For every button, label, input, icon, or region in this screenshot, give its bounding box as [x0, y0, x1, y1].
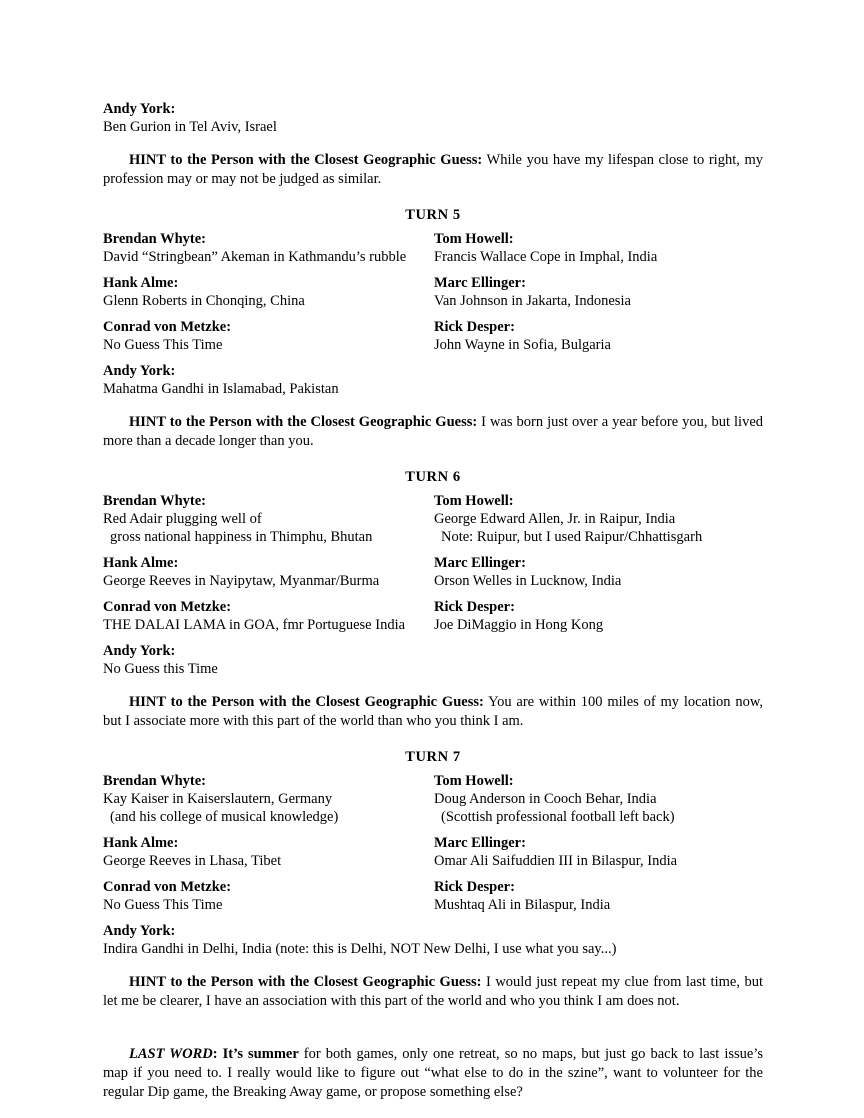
player-entry	[434, 318, 763, 354]
player-row	[103, 642, 763, 686]
last-word-label: LAST WORD	[129, 1046, 213, 1062]
player-row	[103, 100, 763, 144]
player-entry	[434, 598, 763, 634]
player-name: Andy York:	[103, 363, 176, 379]
player-guess-continuation: gross national happiness in Thimphu, Bhutan	[110, 529, 373, 545]
player-guess: Ben Gurion in Tel Aviv, Israel	[103, 119, 277, 135]
turn-block	[103, 230, 763, 406]
intro-block	[103, 100, 763, 144]
player-column-left	[103, 554, 433, 598]
player-guess-continuation: Note: Ruipur, but I used Raipur/Chhattisgarh	[441, 529, 703, 545]
turn-block	[103, 772, 763, 966]
player-entry	[103, 230, 433, 266]
player-name: Tom Howell:	[434, 493, 514, 509]
player-column-right	[433, 554, 763, 598]
player-name: Brendan Whyte:	[103, 773, 206, 789]
hint-label: HINT to the Person with the Closest Geographic Guess:	[129, 152, 483, 168]
player-entry	[103, 274, 433, 310]
player-row	[103, 772, 763, 834]
player-name: Conrad von Metzke:	[103, 599, 232, 615]
last-word-text: for both games, only one retreat, so no maps, but just go back to last issue’s map if you need to. I really would like to figure out “what else to do in the szine”, want to volunteer for the regular Dip game, the Breaking Away game, or propose something else?	[103, 1046, 764, 1100]
player-column-left	[103, 598, 433, 642]
player-guess: THE DALAI LAMA in GOA, fmr Portuguese India	[103, 617, 406, 633]
player-row	[103, 274, 763, 318]
player-entry	[103, 772, 433, 826]
player-name: Hank Alme:	[103, 275, 179, 291]
last-word-colon: :	[212, 1046, 218, 1062]
player-name: Conrad von Metzke:	[103, 319, 232, 335]
last-word-paragraph	[103, 1045, 763, 1102]
player-guess: Van Johnson in Jakarta, Indonesia	[434, 293, 631, 309]
player-guess: John Wayne in Sofia, Bulgaria	[434, 337, 611, 353]
hint-paragraph	[103, 693, 763, 731]
player-column-left	[103, 492, 433, 554]
player-name: Brendan Whyte:	[103, 493, 206, 509]
player-name: Conrad von Metzke:	[103, 879, 232, 895]
player-entry	[103, 878, 433, 914]
player-entry	[103, 492, 433, 546]
player-entry	[103, 598, 433, 634]
player-name: Rick Desper:	[434, 599, 515, 615]
player-name: Marc Ellinger:	[434, 275, 526, 291]
player-entry	[434, 834, 763, 870]
player-row	[103, 834, 763, 878]
player-row	[103, 922, 763, 966]
hint-text: I was born just over a year before you, but lived more than a decade longer than you.	[103, 414, 763, 449]
player-entry	[434, 554, 763, 590]
player-guess: Mahatma Gandhi in Islamabad, Pakistan	[103, 381, 339, 397]
hint-label: HINT to the Person with the Closest Geographic Guess:	[129, 974, 482, 990]
player-name: Hank Alme:	[103, 835, 179, 851]
player-column-right	[433, 834, 763, 878]
player-row	[103, 230, 763, 274]
player-column-right	[433, 598, 763, 642]
player-entry	[103, 554, 433, 590]
player-name: Andy York:	[103, 923, 176, 939]
player-row	[103, 492, 763, 554]
hint-label: HINT to the Person with the Closest Geographic Guess:	[129, 694, 484, 710]
player-guess: Red Adair plugging well of	[103, 511, 262, 527]
player-column-right	[433, 230, 763, 274]
turn-heading: TURN 5	[405, 207, 461, 223]
document-page	[103, 100, 763, 1102]
hint-paragraph	[103, 413, 763, 451]
player-row	[103, 878, 763, 922]
hint-text: I would just repeat my clue from last time, but let me be clearer, I have an association with this part of the world and who you think I am does not.	[103, 974, 763, 1009]
player-column-left	[103, 922, 617, 966]
player-guess: Kay Kaiser in Kaiserslautern, Germany	[103, 791, 333, 807]
player-entry	[103, 362, 433, 398]
player-name: Andy York:	[103, 101, 176, 117]
player-column-left	[103, 274, 433, 318]
turn-heading: TURN 7	[405, 749, 461, 765]
last-word-bold-start: It’s summer	[217, 1046, 299, 1062]
player-column-left	[103, 834, 433, 878]
player-row	[103, 318, 763, 362]
player-name: Rick Desper:	[434, 319, 515, 335]
player-row	[103, 362, 763, 406]
player-guess: George Reeves in Lhasa, Tibet	[103, 853, 282, 869]
player-guess: No Guess This Time	[103, 337, 223, 353]
player-column-right	[433, 772, 763, 834]
player-entry	[434, 772, 763, 826]
hint-text: While you have my lifespan close to right, my profession may or may not be judged as similar.	[103, 152, 763, 187]
player-column-right	[433, 274, 763, 318]
player-name: Andy York:	[103, 643, 176, 659]
player-guess: Joe DiMaggio in Hong Kong	[434, 617, 604, 633]
hint-text: You are within 100 miles of my location now, but I associate more with this part of the world than who you think I am.	[103, 694, 763, 729]
player-name: Hank Alme:	[103, 555, 179, 571]
hint-paragraph	[103, 151, 763, 189]
player-name: Marc Ellinger:	[434, 555, 526, 571]
player-column-left	[103, 772, 433, 834]
hint-label: HINT to the Person with the Closest Geographic Guess:	[129, 414, 478, 430]
player-guess: Francis Wallace Cope in Imphal, India	[434, 249, 658, 265]
player-entry	[103, 318, 433, 354]
player-column-right	[433, 318, 763, 362]
player-guess: Omar Ali Saifuddien III in Bilaspur, India	[434, 853, 678, 869]
player-row	[103, 554, 763, 598]
turn-heading: TURN 6	[405, 469, 461, 485]
player-column-left	[103, 642, 433, 686]
player-column-left	[103, 878, 433, 922]
turn-block	[103, 492, 763, 686]
player-name: Brendan Whyte:	[103, 231, 206, 247]
player-name: Tom Howell:	[434, 773, 514, 789]
player-column-right	[433, 878, 763, 922]
player-column-left	[103, 318, 433, 362]
player-guess: George Reeves in Nayipytaw, Myanmar/Burma	[103, 573, 380, 589]
player-column-right	[433, 492, 763, 554]
player-entry	[103, 642, 433, 678]
player-entry	[434, 878, 763, 914]
player-guess: Mushtaq Ali in Bilaspur, India	[434, 897, 611, 913]
player-entry	[434, 492, 763, 546]
player-guess: George Edward Allen, Jr. in Raipur, India	[434, 511, 676, 527]
player-entry	[103, 834, 433, 870]
player-entry	[103, 100, 433, 136]
player-guess: Doug Anderson in Cooch Behar, India	[434, 791, 657, 807]
player-column-left	[103, 362, 433, 406]
player-guess: No Guess This Time	[103, 897, 223, 913]
player-guess: Indira Gandhi in Delhi, India (note: this is Delhi, NOT New Delhi, I use what you say...)	[103, 941, 617, 957]
player-guess: Glenn Roberts in Chonqing, China	[103, 293, 305, 309]
player-column-left	[103, 100, 433, 144]
player-guess-continuation: (Scottish professional football left back)	[441, 809, 675, 825]
player-guess-continuation: (and his college of musical knowledge)	[110, 809, 339, 825]
player-column-left	[103, 230, 433, 274]
hint-paragraph	[103, 973, 763, 1011]
player-guess: Orson Welles in Lucknow, India	[434, 573, 622, 589]
player-entry	[434, 274, 763, 310]
player-name: Marc Ellinger:	[434, 835, 526, 851]
player-entry	[434, 230, 763, 266]
player-row	[103, 598, 763, 642]
player-guess: David “Stringbean” Akeman in Kathmandu’s rubble	[103, 249, 407, 265]
player-name: Rick Desper:	[434, 879, 515, 895]
player-guess: No Guess this Time	[103, 661, 218, 677]
player-name: Tom Howell:	[434, 231, 514, 247]
turns-container	[103, 207, 763, 1011]
player-entry	[103, 922, 617, 958]
